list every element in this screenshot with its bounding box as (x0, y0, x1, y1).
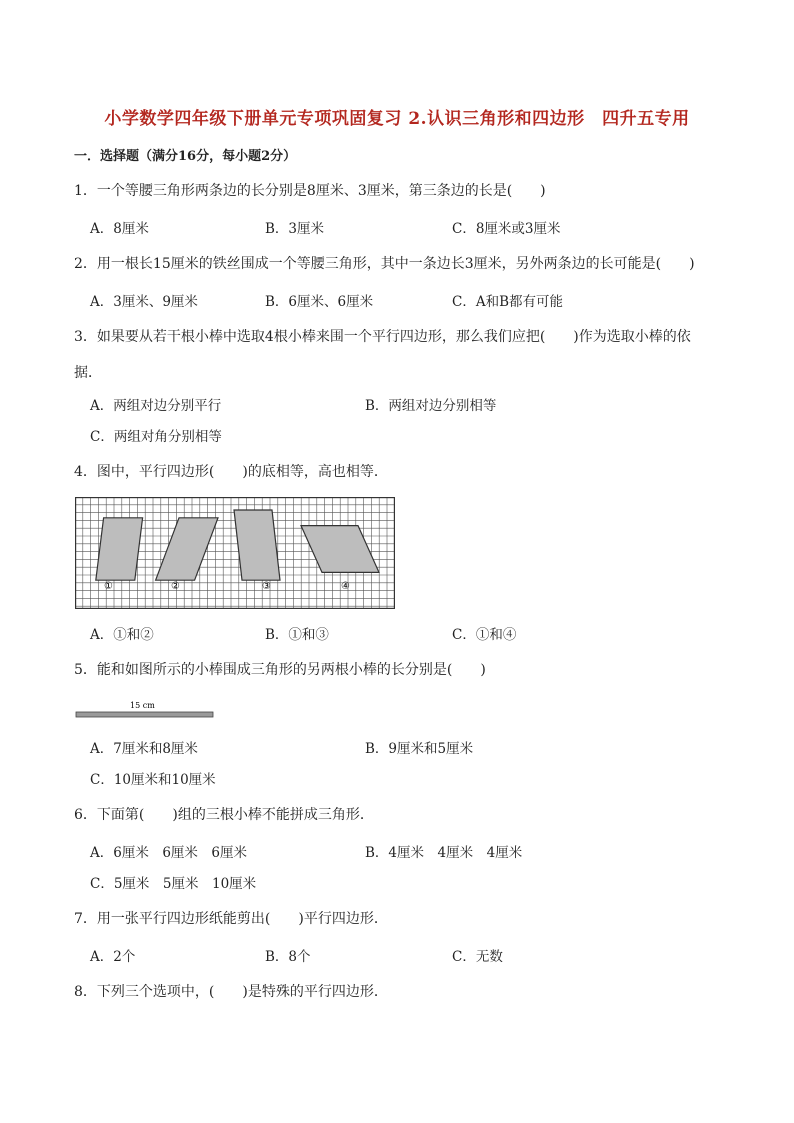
parallelogram-grid-figure (75, 497, 395, 613)
q4-option-a[interactable]: A．①和② (90, 627, 154, 643)
q3-option-a[interactable]: A．两组对边分别平行 (90, 398, 222, 414)
q7-option-c[interactable]: C．无数 (452, 949, 503, 965)
q6-option-c[interactable]: C．5厘米 5厘米 10厘米 (90, 876, 257, 892)
page-title: 小学数学四年级下册单元专项巩固复习 2.认识三角形和四边形 四升五专用 (104, 109, 690, 129)
q4-option-b[interactable]: B．①和③ (265, 627, 329, 643)
question-1-stem: 1．一个等腰三角形两条边的长分别是8厘米、3厘米，第三条边的长是( ) (74, 183, 546, 199)
question-7-stem: 7．用一张平行四边形纸能剪出( )平行四边形． (74, 911, 388, 927)
section-heading: 一．选择题（满分16分，每小题2分） (74, 149, 297, 164)
q1-option-b[interactable]: B．3厘米 (265, 221, 325, 237)
stick-bar (76, 712, 213, 717)
question-8-stem: 8．下列三个选项中，( )是特殊的平行四边形． (74, 984, 388, 1000)
q3-option-c[interactable]: C．两组对角分别相等 (90, 429, 222, 445)
question-6-stem: 6．下面第( )组的三根小棒不能拼成三角形． (74, 807, 374, 823)
q1-option-a[interactable]: A．8厘米 (90, 221, 149, 237)
parallelogram-1 (96, 518, 143, 580)
parallelogram-2 (156, 518, 218, 580)
q2-option-c[interactable]: C．A和B都有可能 (452, 294, 563, 310)
figure-label-1: ① (104, 581, 113, 592)
grid-svg (75, 497, 395, 609)
q5-option-c[interactable]: C．10厘米和10厘米 (90, 772, 216, 788)
stick-figure (75, 701, 217, 727)
q1-option-c[interactable]: C．8厘米或3厘米 (452, 221, 561, 237)
q7-option-a[interactable]: A．2个 (90, 949, 136, 965)
parallelogram-3 (234, 510, 280, 580)
q5-option-b[interactable]: B．9厘米和5厘米 (365, 741, 474, 757)
question-4-stem: 4．图中，平行四边形( )的底相等，高也相等． (74, 464, 388, 480)
q4-option-c[interactable]: C．①和④ (452, 627, 517, 643)
question-3-stem: 3．如果要从若干根小棒中选取4根小棒来围一个平行四边形，那么我们应把( )作为选取小棒的依 (74, 329, 691, 345)
parallelogram-4 (301, 526, 379, 573)
q6-option-b[interactable]: B．4厘米 4厘米 4厘米 (365, 845, 523, 861)
q3-option-b[interactable]: B．两组对边分别相等 (365, 398, 497, 414)
figure-label-2: ② (171, 581, 180, 592)
question-5-stem: 5．能和如图所示的小棒围成三角形的另两根小棒的长分别是( ) (74, 662, 486, 678)
q7-option-b[interactable]: B．8个 (265, 949, 311, 965)
question-3-stem-cont: 据． (74, 365, 102, 381)
q6-option-a[interactable]: A．6厘米 6厘米 6厘米 (90, 845, 248, 861)
stick-svg (75, 701, 217, 723)
q2-option-a[interactable]: A．3厘米、9厘米 (90, 294, 198, 310)
q2-option-b[interactable]: B．6厘米、6厘米 (265, 294, 374, 310)
question-2-stem: 2．用一根长15厘米的铁丝围成一个等腰三角形，其中一条边长3厘米，另外两条边的长可能是( ) (74, 256, 695, 272)
q5-option-a[interactable]: A．7厘米和8厘米 (90, 741, 198, 757)
figure-label-3: ③ (262, 581, 271, 592)
stick-length-label: 15 cm (130, 701, 155, 710)
figure-label-4: ④ (341, 581, 350, 592)
